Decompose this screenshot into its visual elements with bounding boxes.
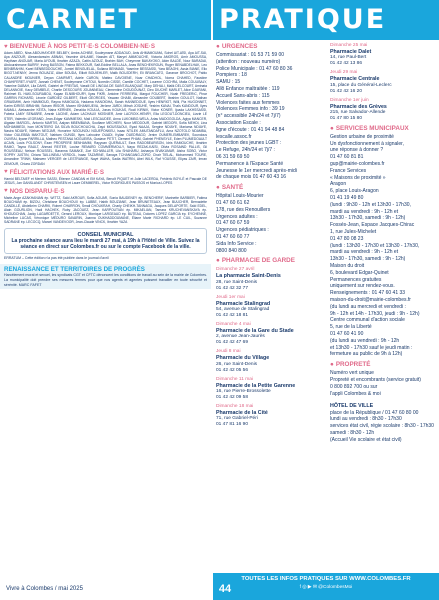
hotel-line: (Accueil Vie scolaire et état civil) [330, 436, 402, 443]
info-strip [213, 573, 439, 600]
pharmacy-name: Pharmacie Centrale [330, 76, 380, 83]
service-line: Centre communal d'action sociale [330, 317, 405, 324]
renew-body: Harcèlement moral et sexuel, les syndicats CGT et CFTC dénoncent les conditions de travail au sein de la mairie de Colombes. La municipalité doit prendre ses mesures fermes pour que nos agents et agentes puissent travailler en toute sécurité et sérénité. MARC FAFET [4, 273, 207, 287]
pharmacy-name: Pharmacie du Village [216, 355, 270, 362]
weddings-title-row [4, 169, 211, 176]
proprete-title: PROPRETÉ [335, 361, 371, 369]
service-line: fermeture au public de 9h à 12h) [330, 351, 403, 358]
urgences-title: URGENCES [221, 43, 258, 50]
pratique-col-1 [216, 40, 327, 444]
info-strip-text[interactable]: TOUTES LES INFOS PRATIQUES SUR WWW.COLOMBES.FR [241, 576, 411, 582]
social-icons[interactable]: f ◎ ▶ ✉ @ColombesMoi [299, 585, 353, 590]
service-line: mardi au vendredi : 9h - 12h et [330, 208, 399, 215]
pharmacy-phone: 01 42 42 32 77 [216, 285, 249, 291]
urgence-line: Protection des jeunes LGBT : [216, 140, 282, 147]
conseil-box [4, 228, 207, 254]
pharmacy-date: Jeudi 29 mai [330, 70, 358, 76]
urgence-line: Allô Enfance maltraitée : 119 [216, 85, 280, 92]
pharmacy-list-2 [330, 43, 436, 122]
urgence-line: de chaque mois 01 47 60 43 16 [216, 174, 287, 181]
pharmacy-date: Jeudi 8 mai [216, 349, 241, 355]
pharmacy-address: 26, rue Saint-Denis [216, 361, 258, 367]
pharmacy-address: 16, rue Pierre-Brossolette [216, 388, 271, 394]
pratique-column [213, 0, 439, 575]
service-line: 01 47 60 81 81 [330, 154, 364, 161]
bullet-icon: ● [330, 124, 334, 132]
service-line: (lundi : 13h30 - 17h30 et 13h30 - 17h30, [330, 242, 420, 249]
pharmacy-phone: 01 42 42 09 58 [216, 394, 249, 400]
carnet-column [0, 0, 211, 575]
magazine-name: Vivre à Colombes / mai 2025 [6, 586, 83, 592]
service-line: « Maisons de proximité » [330, 174, 386, 181]
hotel-line: place de la République / 01 47 60 80 00 [330, 409, 419, 416]
proprete-line: Numéro vert unique [330, 370, 374, 377]
pharmacy-phone: 01 42 42 05 56 [216, 367, 249, 373]
service-line: (du lundi au vendredi : 9h - 12h [330, 337, 400, 344]
urgence-line: Police Municipale : 01 47 60 80 36 [216, 65, 293, 72]
service-line: 01 47 60 41 90 [330, 331, 364, 337]
sante-line: Urgences pédiatriques : [216, 227, 269, 234]
erratum: ERRATUM – Cette édition n'a pas été publiée dans le journal d'avril [4, 256, 109, 261]
weddings-list: Hamid BELTAIEF et Meriem SASSI, Étienne CANDAN et Elif KAYA, Benoît PIQUET et Julie LACERDA, Frédéric BOYLÉ et Pascale DE JESUS, Jan GANSLANDT CHRISTENSEN et Laure DEMMEREL, Victor RODRIGUES PASSOS et Monica LOPES [4, 176, 207, 185]
pharmacy-address: 2, avenue Jean-Jaurès [216, 334, 265, 340]
births-title: BIENVENUE À NOS PETIT·E·S COLOMBIEN·NE·S [9, 43, 155, 50]
urgence-line: Jeunesse le 1er mercredi après-midi [216, 167, 297, 174]
sante-line: 0800 840 800 [216, 247, 247, 254]
bullet-icon: ● [216, 257, 220, 265]
renew-title: RENAISSANCE ET TERRITOIRES DE PROGRÈS [4, 266, 145, 274]
sante-line: 178, rue des Renouillers [216, 206, 271, 213]
urgence-line: Accueil Sans-abris : 115 [216, 92, 270, 99]
proprete-line: l'appli Colombes & moi [330, 390, 381, 397]
conseil-body: La prochaine séance aura lieu le mardi 27 mai, à 19h à l'Hôtel de Ville. Suivez la séance en direct sur Colombes.fr ou sur le compte Facebook de la ville. [11, 238, 200, 251]
weddings-title: FÉLICITATIONS AUX MARIÉ·E·S [9, 168, 104, 176]
pharmacy-list [216, 267, 324, 428]
heart-icon: ♥ [4, 43, 8, 50]
sante-title: SANTÉ [221, 184, 244, 192]
hotel-list [330, 410, 436, 444]
service-line: gup@mairie-colombes.fr [330, 161, 385, 168]
urgence-line: Le Refuge, 24h/24 et 7j/7 : [216, 147, 275, 154]
service-line: Gestion urbaine de proximité [330, 133, 394, 140]
pratique-col-2 [327, 40, 436, 444]
service-line: Aragon [330, 181, 347, 188]
hotel-line: lundi au vendredi : 8h30 - 17h30 [330, 416, 402, 423]
urgence-line: Commissariat : 01 53 71 59 00 [216, 52, 285, 58]
renew-box [0, 264, 211, 289]
service-line: maison-du-droit@mairie-colombes.fr [330, 297, 411, 304]
bullet-icon: ● [216, 43, 220, 50]
deaths-title-row [4, 188, 211, 195]
sante-line: 01 47 60 61 62 [216, 199, 250, 206]
sante-line: Sida Info Service : [216, 240, 257, 247]
service-line: 5, rue de la Liberté [330, 324, 372, 331]
sante-line: Hôpital Louis-Mourier [216, 193, 264, 200]
pharmacy-date: Dimanche 27 avril [216, 267, 255, 273]
pharmacy-phone: 01 42 42 16 20 [330, 88, 363, 94]
sante-line: 01 47 60 60 77 [216, 233, 250, 240]
hotel-block [330, 403, 436, 443]
service-line: 13h30 - 17h30, samedi : 9h - 12h) [330, 215, 406, 222]
pharmacy-address: 71, rue Gabriel-Péri [216, 416, 258, 422]
deaths-list: Marie-Ange AZAKHANIAN ép. WITTZ, Saïd AKROUR, Sofia AOUAR, Sonia BAUDENEY ép. BENCHERIF, Marinette BARBIER, Fatima BOUCHAMI ép. BIZOU, Christiane BOUCHOUX ép. LABBE, Habib BOUZIANE, Jean BRUNETEAUX, Jean BUUCHER, Bernadette CANDILLÉ, Abdelkrim CHARKI, Robert CHARRON, Smail CHOUKRAH, Charly CHEIKH-TANNAGU, Jacques DELAPORTE, Saïd EDEL, Alain GOURLION, Hadi HACHEK, Ruby JACOUEZ, Jean KARPOUTIAN ép. MIKAELIAN, Tamara KRUCHEVANSKAYA ép. KHOUDCHAN, Jacky LAGARDETTE, Gerard LEROUX, Monique LARGEAUD ép. BUTEAU, Dolores LOPEZ GARCIA ép. EYCHENNE, Micheline LUCAS, Véronique MÉDURO SAVARIN, Joanna OUKHADDOUMANE, Éliane Marie RICHARD ép. LE CUIL, Suzanne SADRANE ép. LECOCQ, Marcel VANDEVOOR, Jean-Claude VINCK, Ibrahim YAZA [4, 195, 207, 225]
sante-line: 01 47 60 67 59 [216, 220, 250, 227]
service-line: Permanences gratuites [330, 276, 382, 283]
hotel-line: services état civil, régie scolaire : 8h30 - 17h30 [330, 423, 434, 430]
urgence-line: Pompiers : 18 [216, 72, 247, 79]
urgence-line: (n° accessible 24h/24 et 7j/7) [216, 113, 281, 120]
service-line: uniquement sur rendez-vous. [330, 283, 395, 290]
hotel-line: samedi : 8h30 - 12h [330, 430, 375, 437]
pharmacy-name: Pharmacie des Grèves [330, 103, 387, 110]
service-line: une réponse à donner ? [330, 147, 384, 154]
service-line: 01 41 19 49 80 [330, 195, 364, 202]
urgence-line: SAMU : 15 [216, 79, 241, 86]
garde-title-row [216, 257, 324, 264]
service-line: et 13h30 - 17h30 sauf le jeudi matin : [330, 344, 413, 351]
carnet-header: CARNET [0, 0, 211, 40]
pharmacy-date: Dimanche 25 mai [330, 43, 368, 48]
urgences-title-row [216, 43, 324, 50]
urgence-line: Violences Femmes info : 39 19 [216, 106, 285, 113]
urgence-line: 06 31 59 69 50 [216, 153, 250, 160]
pharmacy-address: 14, rue Paul-Bert [330, 55, 367, 61]
pharmacy-name: Pharmacie de la Petite Garenne [216, 382, 296, 389]
pharmacy-address: 215, rue Salvador-Allende [330, 109, 386, 115]
services-title-row [330, 125, 436, 132]
services-title: SERVICES MUNICIPAUX [335, 124, 409, 132]
births-list: Adam ABED, Nina ABOUHAYDER BELBEY, Amira ACHIBE, Souleymane ADDAOUD, Anis AHMAMOUMA, Sohel AIT-AÏSI, Aya AIT-SAI, Aya ANZOUR, Alexandarssim ABNAN, Yasmine AHLAME, Nassim AÏT, Maryel AMMOUCHE, Victoria AMOROS, Amir AMOUSSA, Haytham ANOUAR, Maria AYOUB, Ibrahim AZAZA, Cattin AZOUZ, Brahim BAH, Cheyenne BAKAYOKO, Akim BALDÉ, Nour BARADAI, Abdourahmane BARRY, Irving BASSON, Fatma BEKKOUR, Saif-Eddine BELLALA, Anas BENCHEKROUN, Ruger BENABDELHAK, Leo BENBRAHIM, Karel BENBEDDOUCHE, Jomiel BENGUELAL, Suliana BENMADI, Yasmine BESSASSI, Yara BEAGHI, Assia BIANE, Elio BIGOT-NENNY, Jenna BOUAZIZ, Alice BOUDA, Elliott BOUIEHLER, Malik BOUJDERH, Eli BRANCATO, Garance BROCHOT, Pablo CALANDRE MOUNIER, Deyan CAMPART, Adele CARON, Matteo CAVOIENE, Noar CHADHOL, Noma CHAHED, Faustine CHAHIFERET-VYART, Jannah CHENIT, Souleymane CHTOUI, Noredin CISSE, Camille COCHET, Lourene COCHRA, Malia COULIBALY, Yasmine DABAH, Lila DAHS, Gabriel de FREITAS, Vassili DE LINGUA DE SAINT-BLANQUAT, Mary DEHALI, Malik DELCOURT, Aminata DELANNOIE, Kacy DEMBELE, Charlie DESCOURS JOUANNEAU, Clementine DIOUDOUNAT, Cleo DIUCHÉ MARLET, Alice DJARANI, Rahimet EL HAKI-SOURABOU, Kapan ELNIBHOURY, Ilyas FIKRI, Antoine FERREIRA, Margot FOUCHER, Noah FREDERIC, Pinar GARRIN RICHARD, Léonie GARDIEZ GILBERT, Eliott GEORGES, Yaswan GHABI, Alexandre GOUBERT, Ibrahim GOULOT, Nathan GRIASMIHI, Amir HAMMOUD, Rayna HAMOUDA, Hadama HANOIDHA, Sarah HANNEDOUE, Ilyes HENRIOT, Willi, Pia HUGONNET, Karim IDRISS IBRAHIM, Soham IRISOR, Maxen ISHANKUEVA, Jérôme JARDI, Mitrah JOSUHE, Yeshim KANAI, Thaïs KANDOUR, Ilyes KAMALI, Aleksandre KEITA, Naira KERNEK, Zenaïda KOULIA, Jonas KOUKAS, Rocil KIRNIK, Victor KONER, Ijoada LAKHSSASSI, Fabeia LAMY SENABRE, Amrah LACINE, Adam LACHAUX MOSNIER, Amir LACROIX-HENRY, Elia LEGOUT-DONCIEU, Lizzie LE STER, Valentin LEGRAND, Jean-Edgar KAMMIESKI, Mali LESCAUDEE, Anna LUKOMBO-WELA, Arias MADOGOLDA, Agiya MANCER, Aigatan MARCEL, Antonio MARTIS, Aalyan MBEMBANA, Soufiane MECHERI, Nour MEDDOUR, Gabriel MEDORI, Sofia MEHDI, Lina MOHAMMEDI, Ivan MONTEIRO DA SILVA BOUCHOUCHA, Zayd MOUSSAOUI, Eyad NAAJA, Sergine NDIAYE, Mariama NDIAYE, Nasira NDIAYE, Nielsen NEDJAR, Honorine NGOUNOU NGUEPONKEU, Isaac NTILEK AMUTANDAFLU, Ama NZOTOLO NDAMBA, Victor OULEBBA MAKTOUT, Nahtam OUNIDI, Ilyes Lahouine OUADI, Kylian OUEDRAGO, Jenim OUMERI-EMBAREK, Soundous OUVRAI, Ilyane PARRILLA, Matheo PESTANA NOGUEIRA, Gustave PETIT, Clement PHAM, Gabriel PHENSYLE, Eden PLUMEDOAULT ACAIN, Louis POLSONY, Ézan PROSPERE BENHAMMI, Rayyoan QUERAULT, Ezra RADOBEARISON, Idris RAMOUCHE, Ibrahim RAMO, Tayna RAULT, Ahmad REITER, Louise REMARD COMMERMOLLY, Naya REZAK-KAÏSI, Olivia ROSAIND PALLIS, Gil ROUSSEAU, Nelson ROUSSEL, Baranna SAMAKE, Zoé SCHWALLER, Lila SHAHARU, Ashanya SIVAKUMAR, Aisha SOBO, Victor SOPRY JUSTIN, Chiara TAILLINEAU VERDOL, Isaac TAZARINE, Sanaya TCHANGANG-ZORO, Chair TIELAL, Mohammed TOURE, Amandine TRINH, Malewen VERGER de LESTRANGE, Nayé WAHA, Sadia WATRIN, Abel WILK, Raf YOUSSE, Eliyas ZAIR, Imran ZEMOUR, Chiara ZORDAN [4, 51, 207, 166]
pharmacy-name: La pharmacie Saint-Denis [216, 273, 281, 280]
pharmacy-address: 28, rue Saint-Denis [216, 279, 258, 285]
urgence-line: Association Escale : [216, 119, 261, 126]
pharmacy-phone: 01 42 42 13 86 [330, 61, 363, 67]
pharmacy-date: Dimanche 11 mai [216, 376, 253, 382]
proprete-title-row [330, 361, 436, 368]
urgence-line: (attention : nouveau numéro) [216, 58, 281, 65]
pharmacy-date: Dimanche 18 mai [216, 403, 254, 409]
pharmacy-date: Dimanche 4 mai [216, 321, 251, 327]
pharmacy-name: Pharmacie Dalet [330, 49, 372, 55]
sante-list [216, 193, 324, 254]
proprete-line: 0 800 892 700 ou sur [330, 383, 378, 390]
service-line: (lundi : 9h30 - 12h et 13h30 - 17h30, [330, 201, 411, 208]
heart-icon: ♥ [4, 188, 8, 195]
footer [0, 578, 213, 600]
urgence-line: lescalle.assoc.fr [216, 133, 252, 140]
urgence-line: Violences faites aux femmes [216, 99, 280, 106]
proprete-list [330, 370, 436, 397]
sante-title-row [216, 184, 324, 191]
pharmacy-date: Jeudi 1er mai [216, 294, 245, 300]
pharmacy-address: 54, avenue de Stalingrad [216, 306, 270, 312]
bullet-icon: ● [216, 184, 220, 192]
service-line: France Services [330, 167, 367, 174]
service-line: Un dysfonctionnement à signaler, [330, 140, 404, 147]
service-line: (du lundi au mercredi et vendredi : [330, 303, 406, 310]
pharmacy-name: Pharmacie de la Cité [216, 409, 268, 416]
pharmacy-date: Dimanche 1er juin [330, 97, 369, 103]
service-line: 9h - 12h et 14h - 17h30, jeudi : 9h - 12h) [330, 310, 420, 317]
service-line: mardi au vendredi : 9h - 12h et [330, 249, 399, 256]
pharmacy-phone: 01 42 42 18 81 [216, 312, 249, 318]
bullet-icon: ● [330, 361, 334, 369]
service-line: 6, boulevard Edgar-Quinet [330, 269, 389, 276]
pharmacy-phone: 01 47 81 16 90 [216, 422, 249, 428]
urgence-line: Permanence à l'Espace Santé [216, 160, 284, 167]
pharmacy-address: 15, place du Général-Leclerc [330, 82, 392, 88]
pharmacy-name: Pharmacie Stalingrad [216, 300, 271, 307]
pharmacy-phone: 01 42 42 47 69 [216, 340, 249, 346]
page-number: 44 [213, 578, 237, 600]
service-line: 6, place Louis-Aragon [330, 188, 379, 195]
urgence-line: ligne d'écoute : 01 41 94 48 84 [216, 126, 285, 133]
births-title-row [4, 43, 211, 50]
pratique-header: PRATIQUE [213, 0, 439, 40]
sante-line: Urgences adultes : [216, 213, 258, 220]
service-line: 01 47 80 08 23 [330, 235, 364, 242]
urgences-list [216, 52, 324, 181]
deaths-title: NOS DISPARU·E·S [9, 187, 65, 195]
service-line: Renseignements : 01 47 60 41 33 [330, 290, 406, 297]
service-line: 1, rue Jules-Michelet [330, 229, 377, 236]
pharmacy-phone: 01 47 80 15 80 [330, 115, 363, 121]
conseil-title: CONSEIL MUNICIPAL [77, 232, 134, 239]
service-line: Maison du droit [330, 263, 365, 270]
services-list [330, 134, 436, 358]
hotel-title: HÔTEL DE VILLE [330, 403, 374, 410]
heart-icon: ♥ [4, 169, 8, 176]
proprete-line: Propreté et encombrants (service gratuit) [330, 376, 421, 383]
pharmacy-name: Pharmacie de la Gare du Stade [216, 327, 294, 334]
service-line: 13h30 - 17h30, samedi : 9h - 12h) [330, 256, 406, 263]
service-line: Fossés-Jean, Espace Jacques-Chirac [330, 222, 415, 229]
garde-title: PHARMACIE DE GARDE [221, 257, 295, 265]
